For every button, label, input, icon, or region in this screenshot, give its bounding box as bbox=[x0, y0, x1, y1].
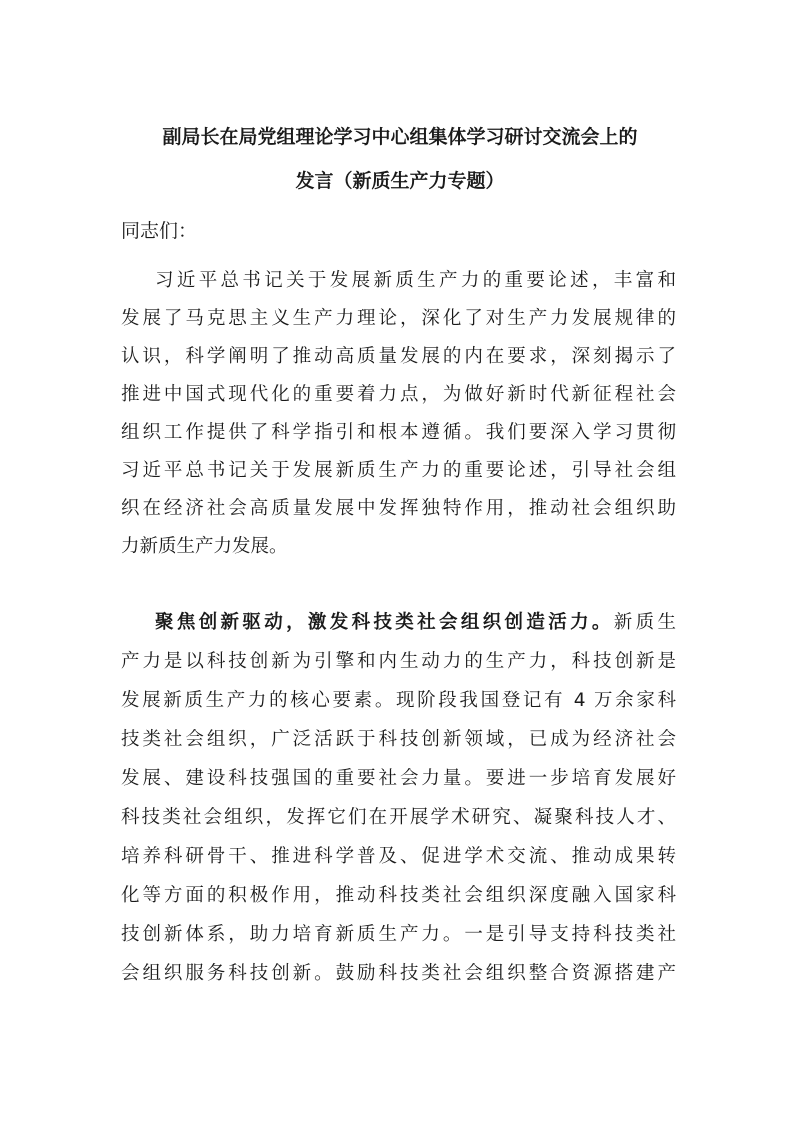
paragraph-1-line: 认识，科学阐明了推动高质量发展的内在要求，深刻揭示了 bbox=[121, 346, 676, 367]
document-title-line-2: 发言（新质生产力专题） bbox=[295, 170, 505, 192]
document-title-line-1: 副局长在局党组理论学习中心组集体学习研讨交流会上的 bbox=[162, 126, 638, 148]
paragraph-2-line: 产力是以科技创新为引擎和内生动力的生产力，科技创新是 bbox=[121, 651, 676, 672]
paragraph-1-line: 习近平总书记关于发展新质生产力的重要论述，丰富和 bbox=[155, 270, 676, 291]
paragraph-1-line: 组织工作提供了科学指引和根本遵循。我们要深入学习贯彻 bbox=[121, 422, 676, 443]
paragraph-1-line: 发展了马克思主义生产力理论，深化了对生产力发展规律的 bbox=[121, 308, 676, 329]
paragraph-2-line: 会组织服务科技创新。鼓励科技类社会组织整合资源搭建产 bbox=[121, 963, 676, 984]
paragraph-1-line: 力新质生产力发展。 bbox=[121, 536, 288, 557]
paragraph-2-first-line bbox=[121, 608, 676, 638]
paragraph-2-heading: 聚焦创新驱动，激发科技类社会组织创造活力。 bbox=[155, 612, 614, 633]
paragraph-2-line: 发展、建设科技强国的重要社会力量。要进一步培育发展好 bbox=[121, 768, 676, 789]
paragraph-1-line: 习近平总书记关于发展新质生产力的重要论述，引导社会组 bbox=[121, 460, 676, 481]
paragraph-1-line: 推进中国式现代化的重要着力点，为做好新时代新征程社会 bbox=[121, 384, 676, 405]
paragraph-2-line: 科技类社会组织，发挥它们在开展学术研究、凝聚科技人才、 bbox=[121, 807, 676, 828]
greeting: 同志们： bbox=[121, 220, 198, 242]
paragraph-1-line: 织在经济社会高质量发展中发挥独特作用，推动社会组织助 bbox=[121, 498, 676, 519]
paragraph-2-line: 培养科研骨干、推进科学普及、促进学术交流、推动成果转 bbox=[121, 846, 676, 867]
paragraph-2-line: 发展新质生产力的核心要素。现阶段我国登记有 4 万余家科 bbox=[121, 690, 676, 711]
paragraph-2-line: 技类社会组织，广泛活跃于科技创新领域，已成为经济社会 bbox=[121, 729, 676, 750]
paragraph-2-line: 技创新体系，助力培育新质生产力。一是引导支持科技类社 bbox=[121, 924, 676, 945]
paragraph-2-line: 化等方面的积极作用，推动科技类社会组织深度融入国家科 bbox=[121, 885, 676, 906]
paragraph-2-first-line-rest: 新质生 bbox=[613, 612, 676, 633]
